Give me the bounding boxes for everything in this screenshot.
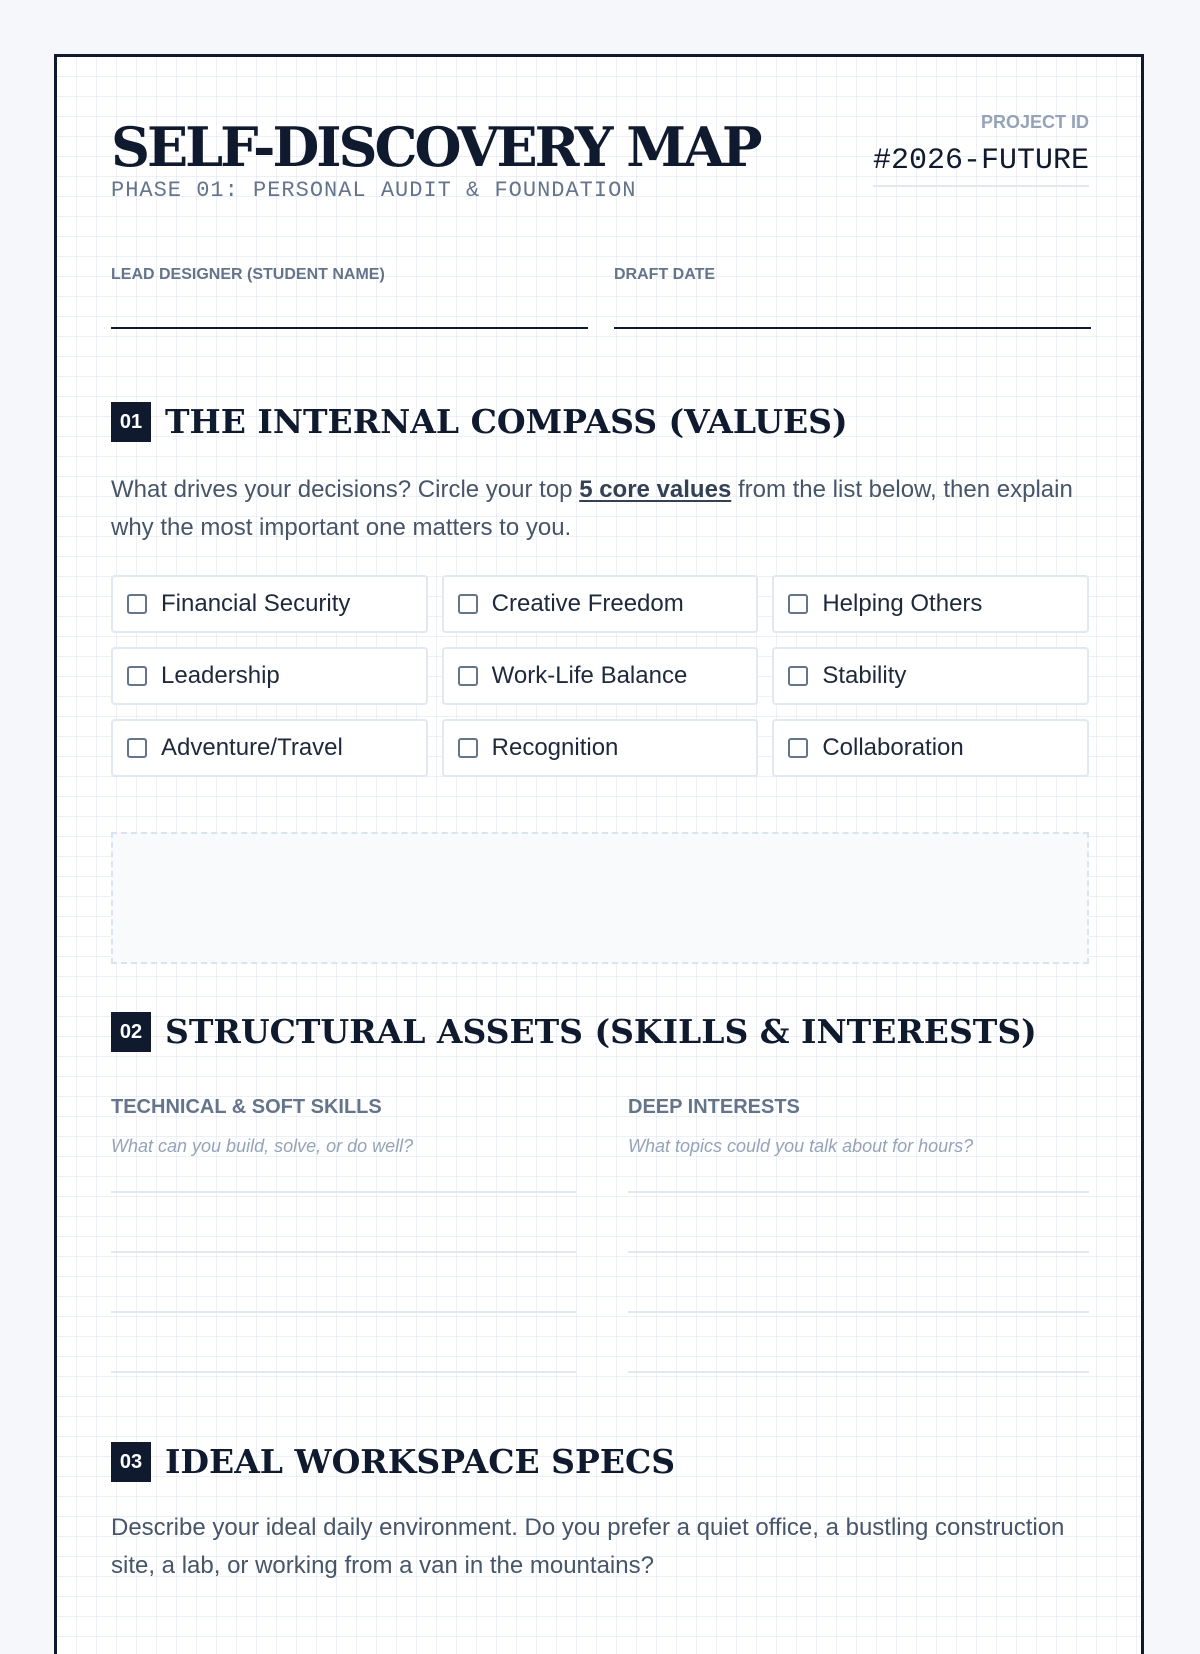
interests-hint: What topics could you talk about for hours? — [628, 1136, 974, 1156]
student-name-field-group — [111, 265, 588, 329]
interests-writing-line[interactable] — [628, 1193, 1089, 1253]
value-option-creative-freedom[interactable] — [442, 575, 759, 633]
instructions-text-end: from the list below, then explain why the most important one matters to you. — [111, 476, 1073, 541]
section-3-heading — [111, 1442, 675, 1482]
value-option-label: Creative Freedom — [491, 590, 684, 617]
checkbox[interactable] — [788, 738, 808, 758]
skills-writing-line[interactable] — [111, 1313, 576, 1373]
value-option-label: Recognition — [491, 734, 619, 761]
value-option-label: Stability — [822, 662, 907, 689]
value-option-collaboration[interactable] — [772, 719, 1089, 777]
checkbox[interactable] — [788, 594, 808, 614]
section-1-title: THE INTERNAL COMPASS (VALUES) — [165, 402, 848, 441]
section-1-number-badge: 01 — [111, 402, 151, 442]
value-option-label: Work-Life Balance — [491, 662, 688, 689]
value-option-work-life-balance[interactable] — [442, 647, 759, 705]
skills-writing-line[interactable] — [111, 1193, 576, 1253]
draft-date-field-group — [614, 265, 1091, 329]
interests-writing-line[interactable] — [628, 1253, 1089, 1313]
draft-date-input[interactable] — [614, 291, 1091, 329]
checkbox[interactable] — [127, 594, 147, 614]
values-checklist — [111, 575, 1089, 777]
page-title: SELF-DISCOVERY MAP — [111, 115, 760, 179]
project-id-block — [873, 111, 1089, 187]
value-option-label: Adventure/Travel — [161, 734, 343, 761]
skills-column — [111, 1095, 576, 1373]
checkbox[interactable] — [127, 738, 147, 758]
section-3-title: IDEAL WORKSPACE SPECS — [165, 1442, 676, 1481]
section-3-instructions: Describe your ideal daily environment. Do you prefer a quiet office, a bustling construction site, a lab, or working from a van in the mountains? — [111, 1514, 1065, 1579]
checkbox[interactable] — [458, 594, 478, 614]
value-option-helping-others[interactable] — [772, 575, 1089, 633]
interests-writing-line[interactable] — [628, 1313, 1089, 1373]
checkbox[interactable] — [127, 666, 147, 686]
section-1-instructions — [111, 471, 1089, 547]
value-option-label: Helping Others — [822, 590, 983, 617]
value-option-stability[interactable] — [772, 647, 1089, 705]
project-id-value: #2026-FUTURE — [873, 143, 1089, 187]
project-id-label: PROJECT ID — [980, 112, 1089, 132]
value-option-leadership[interactable] — [111, 647, 428, 705]
skills-label: TECHNICAL & SOFT SKILLS — [111, 1096, 382, 1118]
value-option-label: Collaboration — [822, 734, 964, 761]
skills-hint: What can you build, solve, or do well? — [111, 1136, 414, 1156]
page-subtitle: PHASE 01: PERSONAL AUDIT & FOUNDATION — [111, 178, 637, 203]
checkbox[interactable] — [458, 738, 478, 758]
checkbox[interactable] — [458, 666, 478, 686]
value-option-adventure-travel[interactable] — [111, 719, 428, 777]
interests-writing-line[interactable] — [628, 1157, 1089, 1193]
interests-label: DEEP INTERESTS — [628, 1096, 800, 1118]
section-2-number-badge: 02 — [111, 1012, 151, 1052]
draft-date-label: DRAFT DATE — [614, 266, 716, 283]
value-option-label: Financial Security — [161, 590, 351, 617]
values-explanation-box[interactable] — [111, 832, 1089, 964]
section-1-heading — [111, 402, 848, 442]
checkbox[interactable] — [788, 666, 808, 686]
value-option-label: Leadership — [161, 662, 280, 689]
worksheet-page — [54, 54, 1144, 1654]
student-name-label: LEAD DESIGNER (STUDENT NAME) — [111, 266, 385, 283]
value-option-financial-security[interactable] — [111, 575, 428, 633]
skills-writing-line[interactable] — [111, 1157, 576, 1193]
student-name-input[interactable] — [111, 291, 588, 329]
section-2-heading — [111, 1012, 1037, 1052]
instructions-text-start: What drives your decisions? Circle your top — [111, 476, 580, 503]
section-2-title: STRUCTURAL ASSETS (SKILLS & INTERESTS) — [165, 1012, 1037, 1051]
section-3-number-badge: 03 — [111, 1442, 151, 1482]
interests-column — [628, 1095, 1089, 1373]
value-option-recognition[interactable] — [442, 719, 759, 777]
skills-writing-line[interactable] — [111, 1253, 576, 1313]
instructions-emphasis: 5 core values — [579, 476, 732, 503]
